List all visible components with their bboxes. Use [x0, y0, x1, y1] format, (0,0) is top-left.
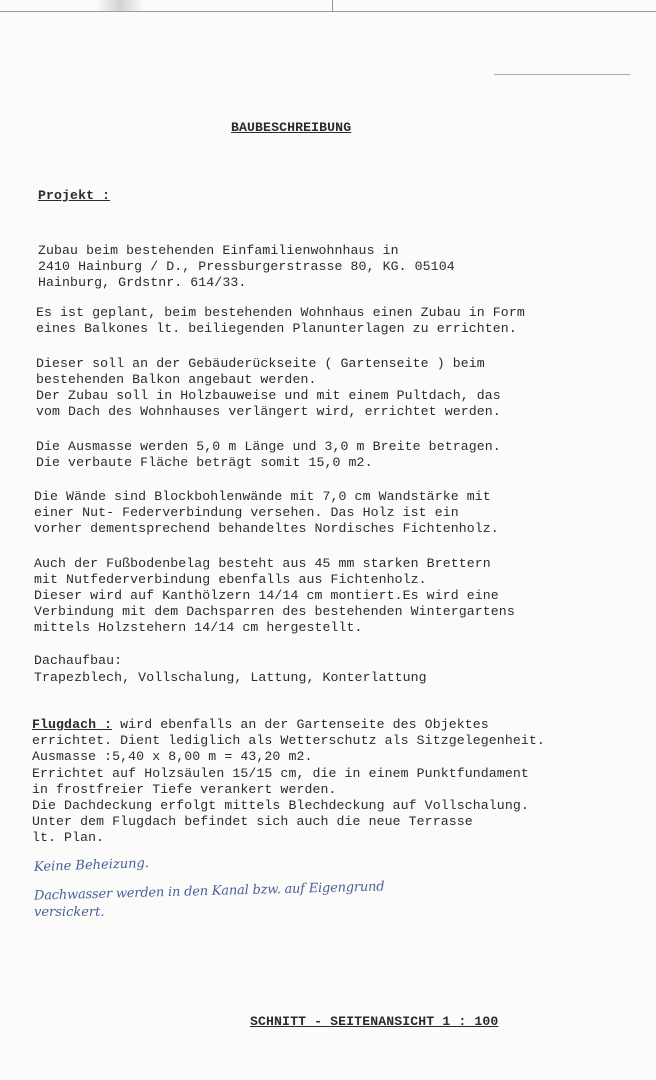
flugdach-line-3: Ausmasse :5,40 x 8,00 m = 43,20 m2.	[32, 749, 313, 764]
paragraph-address-line-3: Hainburg, Grdstnr. 614/33.	[38, 275, 247, 290]
handwritten-note-line-3: versickert.	[34, 905, 105, 920]
paragraph-location-line-1: Dieser soll an der Gebäuderückseite ( Gartenseite ) beim	[36, 356, 485, 371]
section-view-caption: SCHNITT - SEITENANSICHT 1 : 100	[250, 1014, 499, 1029]
flugdach-line-2: errichtet. Dient lediglich als Wetterschutz als Sitzgelegenheit.	[32, 733, 545, 748]
flugdach-first-line-text: wird ebenfalls an der Gartenseite des Objektes	[112, 717, 489, 732]
paragraph-floor-line-4: Verbindung mit dem Dachsparren des bestehenden Wintergartens	[34, 604, 515, 619]
paragraph-location-line-3: Der Zubau soll in Holzbauweise und mit einem Pultdach, das	[36, 388, 501, 403]
paragraph-floor-line-5: mittels Holzstehern 14/14 cm hergestellt.	[34, 620, 363, 635]
handwritten-note-line-1: Keine Beheizung.	[33, 855, 150, 876]
paragraph-dimensions-line-2: Die verbaute Fläche beträgt somit 15,0 m2.	[36, 455, 373, 470]
paragraph-floor-line-2: mit Nutfederverbindung ebenfalls aus Fichtenholz.	[34, 572, 427, 587]
scan-smudge	[96, 0, 144, 12]
paragraph-location-line-2: bestehenden Balkon angebaut werden.	[36, 372, 317, 387]
flugdach-first-line	[32, 717, 489, 732]
paragraph-address-line-2: 2410 Hainburg / D., Pressburgerstrasse 80, KG. 05104	[38, 259, 455, 274]
paragraph-roof-heading: Dachaufbau:	[34, 653, 123, 668]
right-scan-line	[494, 74, 630, 75]
flugdach-line-4: Errichtet auf Holzsäulen 15/15 cm, die in einem Punktfundament	[32, 766, 529, 781]
flugdach-line-6: Die Dachdeckung erfolgt mittels Blechdeckung auf Vollschalung.	[32, 798, 529, 813]
paragraph-roof-layers: Trapezblech, Vollschalung, Lattung, Konterlattung	[34, 670, 427, 685]
document-title: BAUBESCHREIBUNG	[231, 120, 352, 135]
flugdach-line-8: lt. Plan.	[32, 830, 105, 845]
paragraph-walls-line-1: Die Wände sind Blockbohlenwände mit 7,0 cm Wandstärke mit	[34, 489, 491, 504]
paragraph-dimensions-line-1: Die Ausmasse werden 5,0 m Länge und 3,0 m Breite betragen.	[36, 439, 501, 454]
paragraph-plan-line-1: Es ist geplant, beim bestehenden Wohnhaus einen Zubau in Form	[36, 305, 525, 320]
paragraph-plan-line-2: eines Balkones lt. beiliegenden Planunterlagen zu errichten.	[36, 321, 517, 336]
flugdach-line-7: Unter dem Flugdach befindet sich auch die neue Terrasse	[32, 814, 473, 829]
paragraph-floor-line-1: Auch der Fußbodenbelag besteht aus 45 mm starken Brettern	[34, 556, 491, 571]
paragraph-location-line-4: vom Dach des Wohnhauses verlängert wird, errichtet werden.	[36, 404, 501, 419]
paragraph-floor-line-3: Dieser wird auf Kanthölzern 14/14 cm montiert.Es wird eine	[34, 588, 499, 603]
handwritten-note-line-2: Dachwasser werden in den Kanal bzw. auf Eigengrund	[33, 879, 385, 904]
project-heading: Projekt :	[38, 188, 111, 203]
flugdach-line-5: in frostfreier Tiefe verankert werden.	[32, 782, 337, 797]
paragraph-walls-line-3: vorher dementsprechend behandeltes Nordisches Fichtenholz.	[34, 521, 499, 536]
paragraph-walls-line-2: einer Nut- Federverbindung versehen. Das Holz ist ein	[34, 505, 459, 520]
flugdach-label: Flugdach :	[32, 717, 113, 732]
paragraph-address-line-1: Zubau beim bestehenden Einfamilienwohnhaus in	[38, 243, 399, 258]
top-divider-tick	[332, 0, 333, 12]
